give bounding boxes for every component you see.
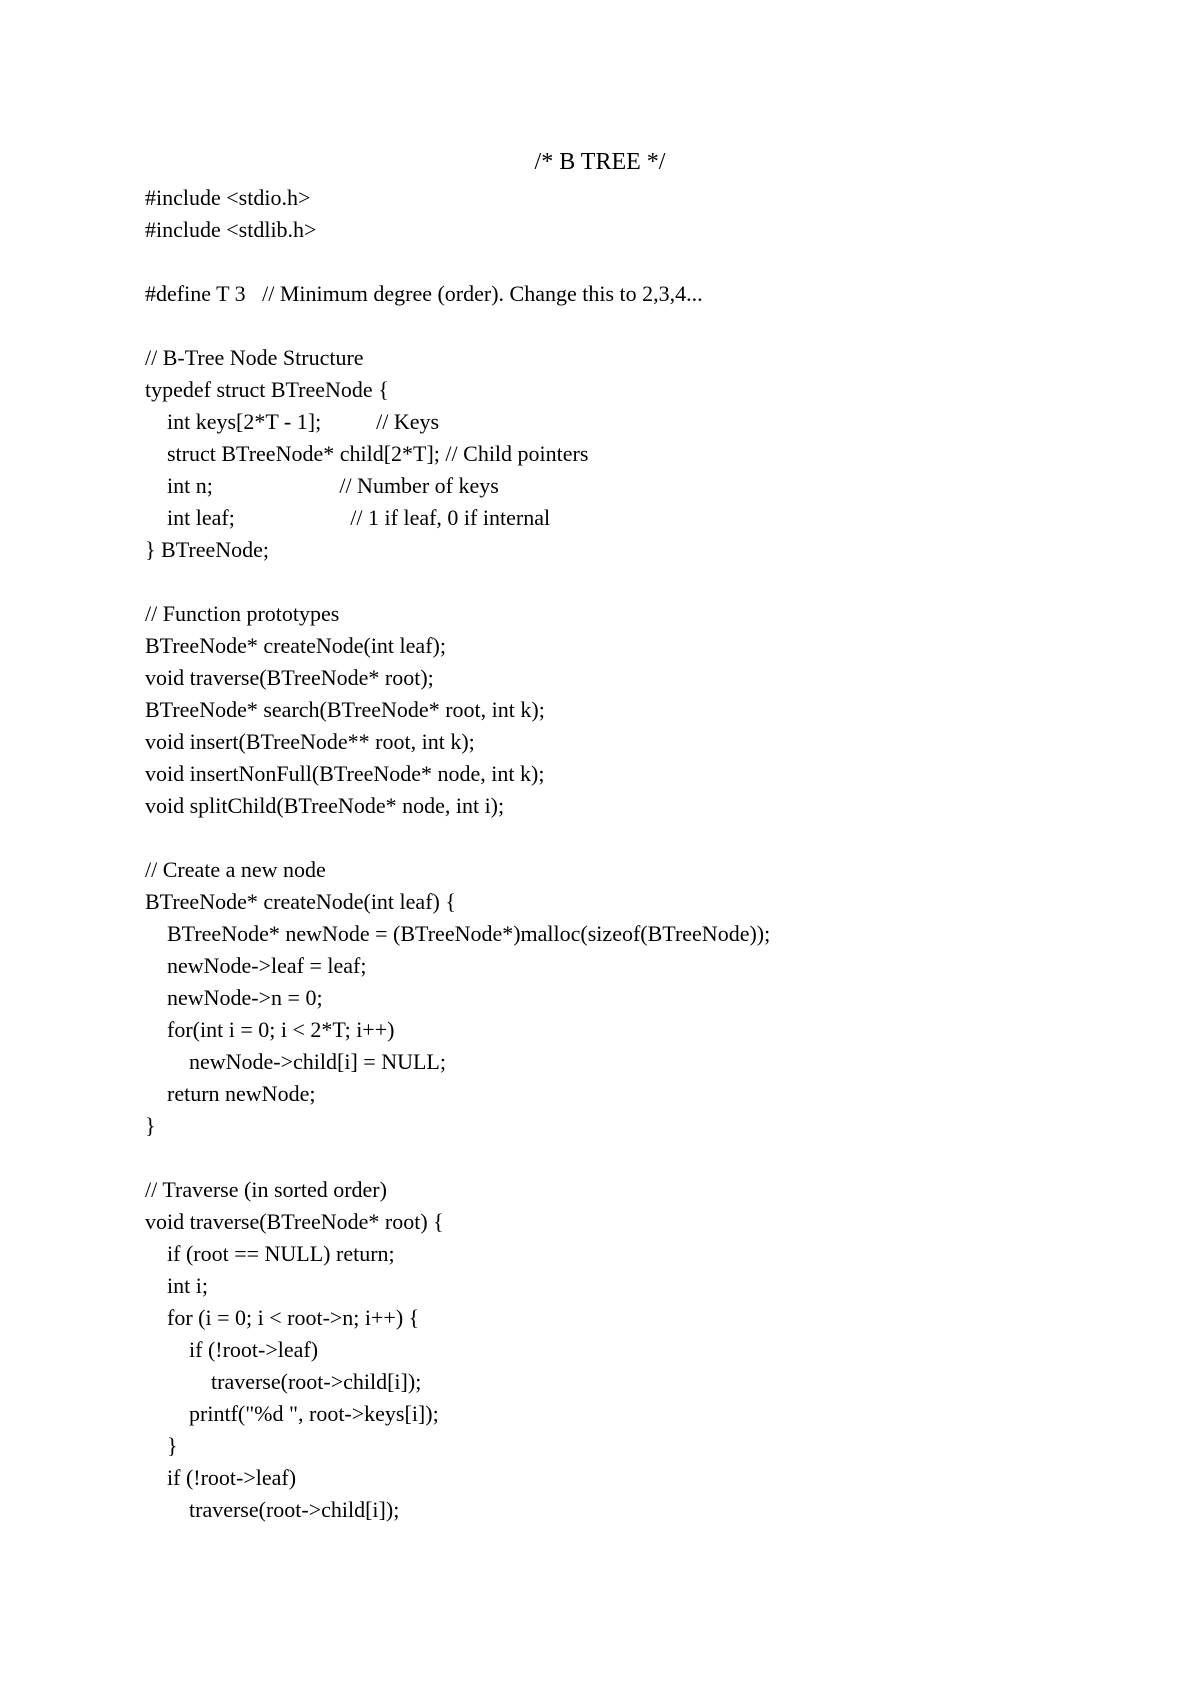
code-line: #define T 3 // Minimum degree (order). Change this to 2,3,4... (145, 281, 703, 306)
code-line: BTreeNode* createNode(int leaf) { (145, 889, 456, 914)
code-line: } BTreeNode; (145, 537, 270, 562)
code-line (145, 1142, 1145, 1174)
code-line: void insert(BTreeNode** root, int k); (145, 729, 475, 754)
code-line (145, 822, 1145, 854)
code-line: newNode->n = 0; (145, 985, 323, 1010)
code-line: void splitChild(BTreeNode* node, int i); (145, 793, 505, 818)
code-block (145, 182, 1145, 1526)
code-line (145, 310, 1145, 342)
code-line: newNode->leaf = leaf; (145, 953, 367, 978)
code-line: BTreeNode* createNode(int leaf); (145, 633, 446, 658)
code-line: int i; (145, 1273, 208, 1298)
code-line (145, 246, 1145, 278)
code-line: BTreeNode* search(BTreeNode* root, int k); (145, 697, 545, 722)
code-line: printf("%d ", root->keys[i]); (145, 1401, 439, 1426)
code-line: if (!root->leaf) (145, 1465, 297, 1490)
code-line: // B-Tree Node Structure (145, 345, 364, 370)
code-line: typedef struct BTreeNode { (145, 377, 389, 402)
code-line: for (i = 0; i < root->n; i++) { (145, 1305, 420, 1330)
code-line: int keys[2*T - 1]; // Keys (145, 409, 440, 434)
code-line: if (!root->leaf) (145, 1337, 319, 1362)
code-line: struct BTreeNode* child[2*T]; // Child pointers (145, 441, 589, 466)
code-line: int leaf; // 1 if leaf, 0 if internal (145, 505, 551, 530)
code-line: traverse(root->child[i]); (145, 1369, 422, 1394)
code-line: traverse(root->child[i]); (145, 1497, 400, 1522)
code-line: int n; // Number of keys (145, 473, 499, 498)
code-line: } (145, 1113, 156, 1138)
code-line: void insertNonFull(BTreeNode* node, int k); (145, 761, 545, 786)
code-line: } (145, 1433, 178, 1458)
code-line (145, 566, 1145, 598)
code-line: if (root == NULL) return; (145, 1241, 395, 1266)
code-line: BTreeNode* newNode = (BTreeNode*)malloc(sizeof(BTreeNode)); (145, 921, 771, 946)
code-line: return newNode; (145, 1081, 316, 1106)
code-line: // Function prototypes (145, 601, 340, 626)
code-line: #include <stdio.h> (145, 185, 311, 210)
code-line: void traverse(BTreeNode* root) { (145, 1209, 444, 1234)
code-line: for(int i = 0; i < 2*T; i++) (145, 1017, 395, 1042)
code-line: // Create a new node (145, 857, 326, 882)
code-line: newNode->child[i] = NULL; (145, 1049, 446, 1074)
code-line: // Traverse (in sorted order) (145, 1177, 387, 1202)
document-title: /* B TREE */ (534, 149, 666, 175)
code-line: void traverse(BTreeNode* root); (145, 665, 434, 690)
code-line: #include <stdlib.h> (145, 217, 317, 242)
